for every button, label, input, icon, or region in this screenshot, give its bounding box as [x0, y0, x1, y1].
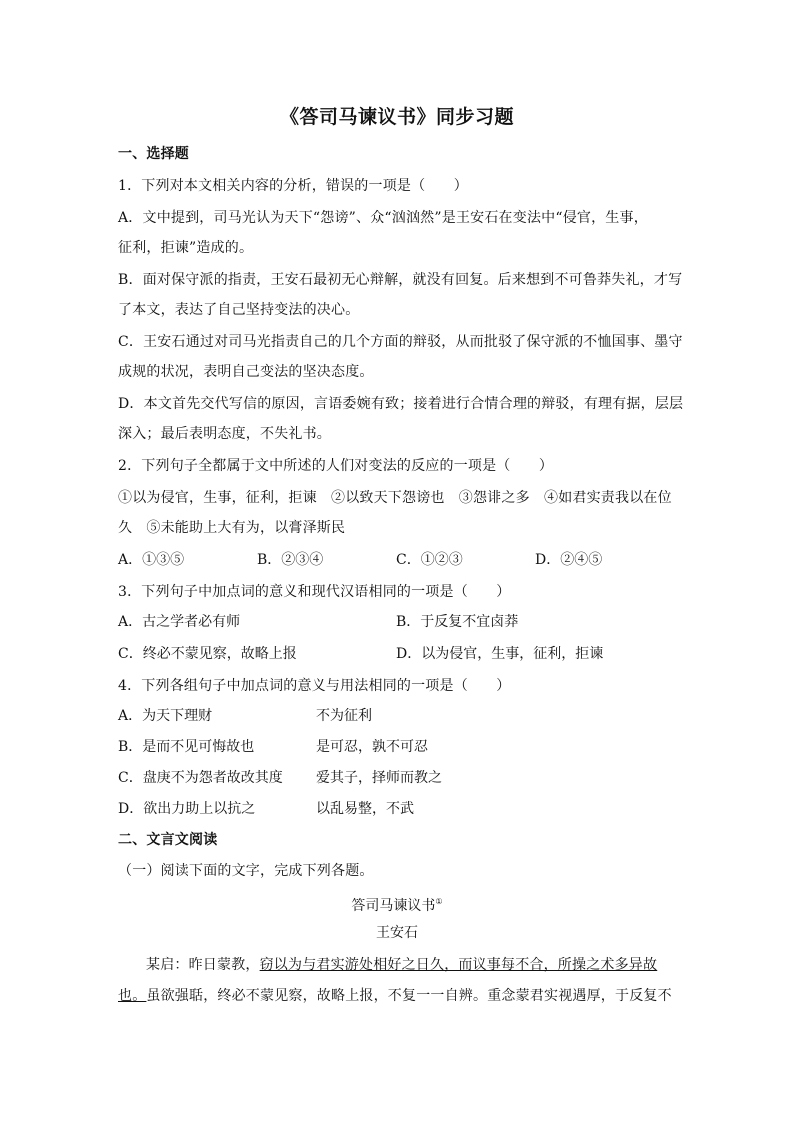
q3-option-c: C．终必不蒙见察，故略上报 — [118, 646, 297, 662]
q4-option-b-left: B．是而不见可悔故也 — [118, 739, 255, 755]
q1-option-c-line2: 成规的状况，表明自己变法的坚决态度。 — [118, 364, 374, 380]
q3-option-a: A．古之学者必有师 — [118, 614, 241, 630]
page-title: 《答司马谏议书》同步习题 — [279, 106, 514, 128]
q1-option-b-line1: B．面对保守派的指责，王安石最初无心辩解，就没有回复。后来想到不可鲁莽失礼，才写 — [118, 272, 683, 288]
q4-option-a-left: A．为天下理财 — [118, 708, 213, 724]
q3-stem: 3．下列句子中加点词的意义和现代汉语相同的一项是（ ） — [118, 584, 511, 600]
q2-items-line2: 久 ⑤未能助上大有为，以膏泽斯民 — [118, 520, 346, 536]
q1-option-d-line1: D．本文首先交代写信的原因，言语委婉有致；接着进行合情合理的辩驳，有理有据，层层 — [118, 396, 684, 412]
q2-option-a: A．①③⑤ — [118, 552, 185, 568]
q4-option-a-right: 不为征利 — [316, 708, 372, 724]
q1-option-d-line2: 深入；最后表明态度，不失礼书。 — [118, 426, 331, 442]
q4-option-c-right: 爱其子，择师而教之 — [316, 770, 442, 786]
q4-stem: 4．下列各组句子中加点词的意义与用法相同的一项是（ ） — [118, 678, 511, 694]
q4-option-b-right: 是可忍，孰不可忍 — [316, 739, 428, 755]
q2-option-d: D．②④⑤ — [535, 552, 603, 568]
passage-line1-lead: 某启：昨日蒙教， — [146, 957, 260, 973]
section-heading-choice: 一、选择题 — [118, 146, 189, 162]
passage-line1 — [146, 955, 657, 975]
q3-option-d: D．以为侵官，生事，征利，拒谏 — [396, 646, 604, 662]
q1-option-b-line2: 了本文，表达了自己坚持变法的决心。 — [118, 302, 360, 318]
footnote-marker: ① — [435, 897, 443, 906]
passage-line2-underlined: 也。 — [118, 988, 147, 1004]
passage-title — [0, 892, 794, 916]
reading-intro: （一）阅读下面的文字，完成下列各题。 — [118, 863, 374, 879]
q1-stem: 1．下列对本文相关内容的分析，错误的一项是（ ） — [118, 178, 468, 194]
q4-option-d-right: 以乱易整，不武 — [316, 801, 414, 817]
passage-title-text: 答司马谏议书 — [351, 898, 436, 914]
section-heading-reading: 二、文言文阅读 — [118, 832, 218, 848]
q4-option-d-left: D．欲出力助上以抗之 — [118, 801, 256, 817]
q4-option-c-left: C．盘庚不为怨者故改其度 — [118, 770, 283, 786]
passage-author: 王安石 — [376, 925, 418, 941]
passage-line1-underlined: 窃以为与君实游处相好之日久，而议事每不合，所操之术多异故 — [259, 957, 658, 973]
q1-option-a-line1: A．文中提到，司马光认为天下“怨谤”、众“汹汹然”是王安石在变法中“侵官，生事， — [118, 210, 648, 226]
q2-items-line1: ①以为侵官，生事，征利，拒谏 ②以致天下怨谤也 ③怨诽之多 ④如君实责我以在位 — [118, 490, 672, 506]
passage-line2 — [118, 986, 672, 1006]
q1-option-a-line2: 征利，拒谏”造成的。 — [118, 240, 254, 256]
q2-option-b: B．②③④ — [257, 552, 324, 568]
passage-line2-rest: 虽欲强聒，终必不蒙见察，故略上报，不复一一自辨。重念蒙君实视遇厚，于反复不 — [146, 988, 672, 1004]
q1-option-c-line1: C．王安石通过对司马光指责自己的几个方面的辩驳，从而批驳了保守派的不恤国事、墨守 — [118, 334, 683, 350]
q3-option-b: B．于反复不宜卤莽 — [396, 614, 519, 630]
q2-option-c: C．①②③ — [396, 552, 463, 568]
q2-stem: 2．下列句子全都属于文中所述的人们对变法的反应的一项是（ ） — [118, 458, 554, 474]
